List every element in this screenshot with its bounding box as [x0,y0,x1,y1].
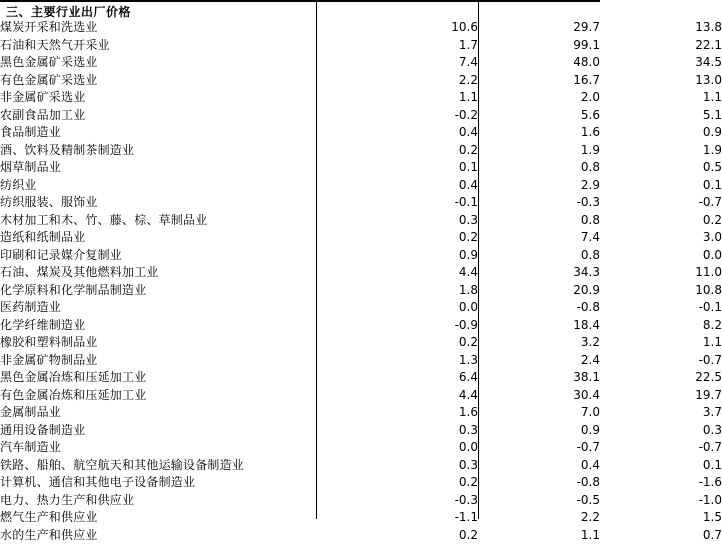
table-row [0,37,722,55]
row-label: 木材加工和木、竹、藤、棕、草制品业 [0,212,316,230]
row-value-b: 48.0 [478,54,600,72]
row-label: 黑色金属冶炼和压延加工业 [0,369,316,387]
table-row [0,317,722,335]
row-value-b: 2.2 [478,509,600,527]
row-value-a: 0.2 [316,229,478,247]
row-label: 印刷和记录媒介复制业 [0,247,316,265]
row-value-a: -0.3 [316,492,478,510]
row-label: 纺织服装、服饰业 [0,194,316,212]
row-value-a: 0.2 [316,527,478,544]
row-value-c: 3.0 [600,229,722,247]
row-value-b: 0.8 [478,247,600,265]
table-row [0,282,722,300]
row-label: 燃气生产和供应业 [0,509,316,527]
row-value-b: 18.4 [478,317,600,335]
row-value-c: -1.6 [600,474,722,492]
row-value-a: 0.2 [316,474,478,492]
table-row [0,107,722,125]
table-row [0,264,722,282]
row-value-c: 34.5 [600,54,722,72]
row-value-c: 1.9 [600,142,722,160]
row-label: 石油、煤炭及其他燃料加工业 [0,264,316,282]
row-value-a: 1.6 [316,404,478,422]
table-row [0,229,722,247]
table-row [0,352,722,370]
row-value-c: 0.9 [600,124,722,142]
row-value-a: 0.3 [316,457,478,475]
section-title: 三、主要行业出厂价格 [6,3,131,20]
table-row [0,247,722,265]
row-value-c: 10.8 [600,282,722,300]
row-value-c: -1.0 [600,492,722,510]
row-value-a: -1.1 [316,509,478,527]
industry-price-table [0,19,722,544]
row-label: 纺织业 [0,177,316,195]
row-value-a: 0.2 [316,334,478,352]
row-value-b: 0.4 [478,457,600,475]
table-row [0,334,722,352]
row-label: 铁路、船舶、航空航天和其他运输设备制造业 [0,457,316,475]
row-value-a: 0.0 [316,299,478,317]
row-value-a: 0.3 [316,422,478,440]
row-value-c: -0.7 [600,194,722,212]
row-value-b: -0.5 [478,492,600,510]
row-value-a: 2.2 [316,72,478,90]
row-value-c: 13.8 [600,19,722,37]
row-value-b: 2.0 [478,89,600,107]
table-row [0,72,722,90]
row-label: 非金属矿物制品业 [0,352,316,370]
row-value-a: 1.3 [316,352,478,370]
row-value-c: 13.0 [600,72,722,90]
row-value-b: 7.4 [478,229,600,247]
row-value-c: 0.0 [600,247,722,265]
row-value-a: 0.9 [316,247,478,265]
row-label: 橡胶和塑料制品业 [0,334,316,352]
row-value-b: 2.9 [478,177,600,195]
table-row [0,19,722,37]
row-label: 农副食品加工业 [0,107,316,125]
row-value-b: 1.9 [478,142,600,160]
table-row [0,194,722,212]
row-value-c: 1.1 [600,334,722,352]
row-value-b: -0.7 [478,439,600,457]
row-value-c: 1.1 [600,89,722,107]
table-row [0,404,722,422]
row-value-b: 1.6 [478,124,600,142]
table-row [0,387,722,405]
table-row [0,177,722,195]
row-value-a: 6.4 [316,369,478,387]
row-label: 煤炭开采和洗选业 [0,19,316,37]
table-row [0,212,722,230]
table-row [0,142,722,160]
row-value-b: 38.1 [478,369,600,387]
row-value-a: 1.8 [316,282,478,300]
row-value-b: 7.0 [478,404,600,422]
table-row [0,54,722,72]
table-row [0,527,722,544]
row-label: 酒、饮料及精制茶制造业 [0,142,316,160]
row-value-b: 0.8 [478,159,600,177]
row-label: 黑色金属矿采选业 [0,54,316,72]
row-value-a: 7.4 [316,54,478,72]
row-value-c: 5.1 [600,107,722,125]
row-value-c: 11.0 [600,264,722,282]
row-value-b: 34.3 [478,264,600,282]
table-row [0,439,722,457]
table-row [0,159,722,177]
row-value-b: 99.1 [478,37,600,55]
row-value-b: 2.4 [478,352,600,370]
row-value-c: 19.7 [600,387,722,405]
row-value-c: 0.2 [600,212,722,230]
row-label: 金属制品业 [0,404,316,422]
row-value-a: 10.6 [316,19,478,37]
row-value-a: 1.1 [316,89,478,107]
row-label: 有色金属矿采选业 [0,72,316,90]
row-value-c: 3.7 [600,404,722,422]
row-value-a: -0.1 [316,194,478,212]
row-value-b: 1.1 [478,527,600,544]
table-body [0,19,722,544]
row-value-a: 0.1 [316,159,478,177]
row-value-b: 0.9 [478,422,600,440]
row-value-c: 8.2 [600,317,722,335]
row-value-c: 0.7 [600,527,722,544]
table-row [0,124,722,142]
table-row [0,457,722,475]
table-row [0,492,722,510]
row-label: 水的生产和供应业 [0,527,316,544]
row-label: 汽车制造业 [0,439,316,457]
row-label: 电力、热力生产和供应业 [0,492,316,510]
row-label: 有色金属冶炼和压延加工业 [0,387,316,405]
row-value-c: 22.5 [600,369,722,387]
row-value-b: -0.8 [478,299,600,317]
row-value-a: 0.4 [316,124,478,142]
row-value-a: 0.4 [316,177,478,195]
row-value-c: 1.5 [600,509,722,527]
row-value-a: 1.7 [316,37,478,55]
row-label: 化学纤维制造业 [0,317,316,335]
table-row [0,474,722,492]
row-label: 石油和天然气开采业 [0,37,316,55]
row-value-b: 29.7 [478,19,600,37]
row-value-a: 4.4 [316,264,478,282]
table-row [0,509,722,527]
table-row [0,89,722,107]
row-value-b: -0.3 [478,194,600,212]
row-label: 化学原料和化学制品制造业 [0,282,316,300]
top-rule [0,0,600,2]
row-value-c: -0.7 [600,439,722,457]
row-label: 计算机、通信和其他电子设备制造业 [0,474,316,492]
row-value-b: 16.7 [478,72,600,90]
row-label: 非金属矿采选业 [0,89,316,107]
row-value-b: -0.8 [478,474,600,492]
row-value-a: 0.3 [316,212,478,230]
row-label: 食品制造业 [0,124,316,142]
row-value-b: 0.8 [478,212,600,230]
row-label: 医药制造业 [0,299,316,317]
row-value-c: 22.1 [600,37,722,55]
row-value-a: 0.0 [316,439,478,457]
table-row [0,422,722,440]
row-label: 通用设备制造业 [0,422,316,440]
table-row [0,299,722,317]
row-value-c: -0.1 [600,299,722,317]
row-value-a: 0.2 [316,142,478,160]
row-label: 造纸和纸制品业 [0,229,316,247]
row-value-c: 0.1 [600,457,722,475]
row-value-c: 0.3 [600,422,722,440]
row-value-c: 0.1 [600,177,722,195]
row-value-c: -0.7 [600,352,722,370]
row-value-b: 30.4 [478,387,600,405]
row-value-a: 4.4 [316,387,478,405]
row-value-b: 3.2 [478,334,600,352]
row-label: 烟草制品业 [0,159,316,177]
row-value-a: -0.2 [316,107,478,125]
row-value-a: -0.9 [316,317,478,335]
row-value-b: 20.9 [478,282,600,300]
row-value-b: 5.6 [478,107,600,125]
row-value-c: 0.5 [600,159,722,177]
table-row [0,369,722,387]
